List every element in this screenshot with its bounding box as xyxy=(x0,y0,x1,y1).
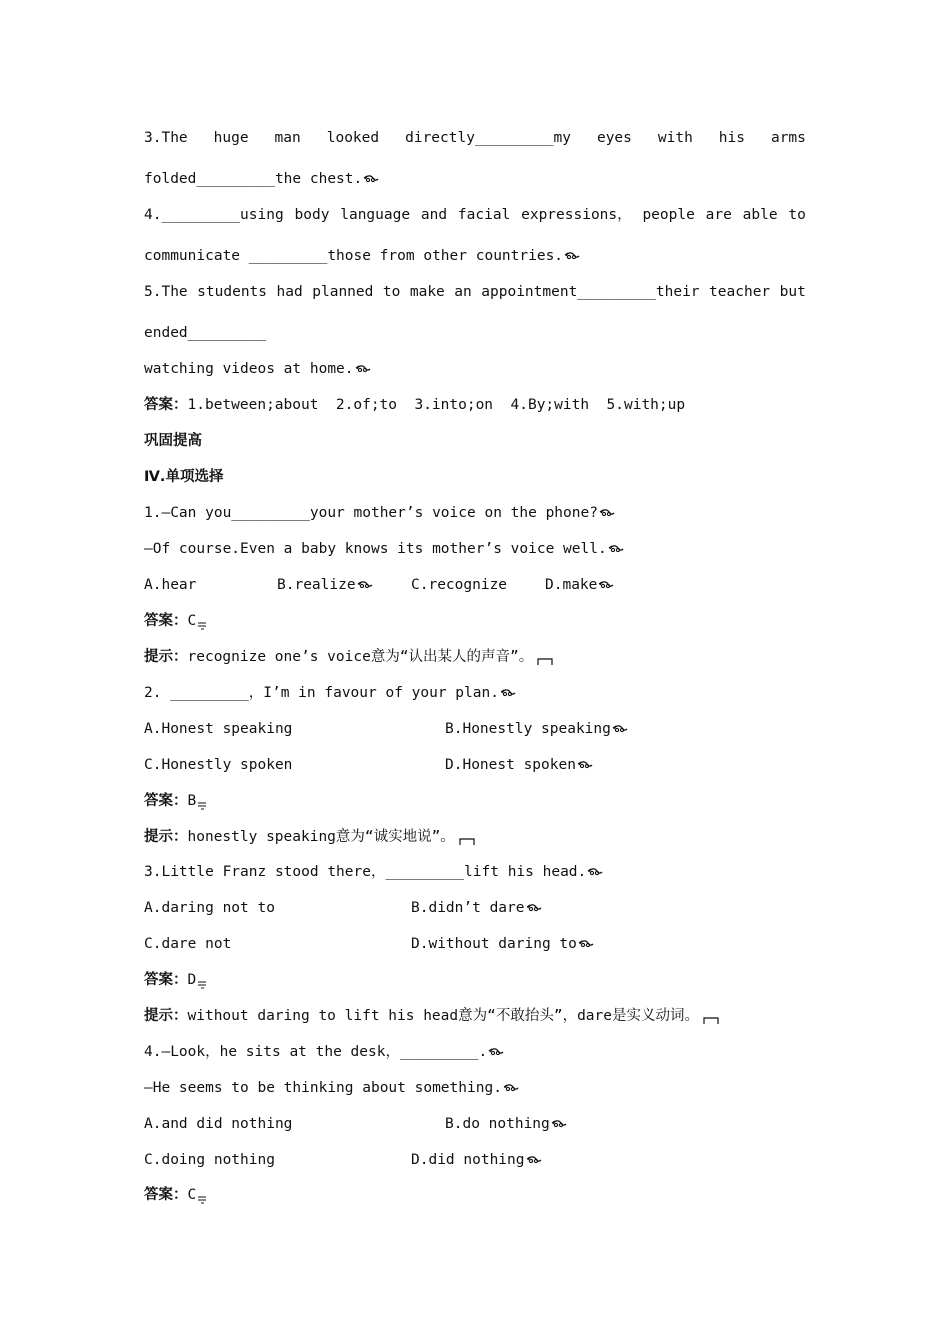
option-d xyxy=(545,575,614,595)
answer-label: 答案： xyxy=(144,613,188,629)
return-mark-icon xyxy=(500,688,516,698)
word: looked xyxy=(326,130,380,146)
option-a: A.hear xyxy=(144,577,197,593)
fill-q5-line3 xyxy=(144,359,806,379)
word: teacher xyxy=(709,284,771,300)
option-d xyxy=(445,755,593,775)
mc-q4-answer xyxy=(144,1185,806,1205)
return-mark-icon xyxy=(598,580,614,590)
option-b xyxy=(277,575,373,595)
fill-q4-line2 xyxy=(144,246,806,266)
option-text: D.without daring to xyxy=(411,936,577,952)
word: to xyxy=(788,207,806,223)
word: huge xyxy=(213,130,249,146)
word: students xyxy=(197,284,268,300)
word: his xyxy=(718,130,745,146)
return-mark-icon xyxy=(355,364,371,374)
paragraph-mark-icon xyxy=(703,1011,719,1021)
option-b xyxy=(445,1114,567,1134)
hint-text: recognize one’s voice意为“认出某人的声音”。 xyxy=(187,649,534,665)
text: 4.—Look，he sits at the desk，_________. xyxy=(144,1044,488,1060)
answer-text: 1.between;about 2.of;to 3.into;on 4.By;with 5.with;up xyxy=(187,397,686,413)
text: 1.—Can you_________your mother’s voice on the phone? xyxy=(144,505,598,521)
hint-text: without daring to lift his head意为“不敢抬头”，dare是实义动词。 xyxy=(187,1008,699,1024)
option-c: C.dare not xyxy=(144,936,232,952)
mc-q4-stem xyxy=(144,1042,806,1062)
word: to xyxy=(382,284,401,300)
word: directly_________my xyxy=(405,130,571,146)
text: communicate _________those from other countries. xyxy=(144,248,564,264)
mc-q1-answer xyxy=(144,611,806,631)
fill-answer-line xyxy=(144,395,806,415)
word: 5.The xyxy=(144,284,188,300)
option-c: C.doing nothing xyxy=(144,1152,275,1168)
return-mark-icon xyxy=(526,1155,542,1165)
section-title: 巩固提高 xyxy=(144,433,202,449)
paragraph-mark-icon xyxy=(537,652,553,662)
word: an xyxy=(454,284,472,300)
word: make xyxy=(409,284,445,300)
return-mark-icon xyxy=(608,544,624,554)
text: watching videos at home. xyxy=(144,361,354,377)
option-text: D.did nothing xyxy=(411,1152,525,1168)
hint-label: 提示： xyxy=(144,649,188,665)
mc-q1-reply xyxy=(144,539,806,559)
text: 3.Little Franz stood there，_________lift his head. xyxy=(144,864,587,880)
answer-label: 答案： xyxy=(144,1187,188,1203)
part-title: Ⅳ.单项选择 xyxy=(144,469,224,485)
return-mark-icon xyxy=(503,1083,519,1093)
word: had xyxy=(276,284,303,300)
return-mark-icon xyxy=(578,939,594,949)
option-a: A.and did nothing xyxy=(144,1116,293,1132)
answer-value: B xyxy=(187,793,197,809)
paragraph-mark-icon xyxy=(459,832,475,842)
word: people xyxy=(642,207,695,223)
return-mark-icon xyxy=(526,903,542,913)
word: are xyxy=(705,207,732,223)
mc-q2-stem xyxy=(144,683,806,703)
mc-q2-answer xyxy=(144,791,806,811)
option-c: C.Honestly spoken xyxy=(144,757,293,773)
option-b xyxy=(445,719,628,739)
word: 3.The xyxy=(144,130,188,146)
return-mark-icon xyxy=(488,1047,504,1057)
text: —Of course.Even a baby knows its mother’s voice well. xyxy=(144,541,607,557)
word: but xyxy=(779,284,806,300)
word: body xyxy=(294,207,330,223)
answer-label: 答案： xyxy=(144,793,188,809)
line-end-mark-icon xyxy=(196,975,208,985)
line-end-mark-icon xyxy=(196,616,208,626)
return-mark-icon xyxy=(587,867,603,877)
option-a: A.Honest speaking xyxy=(144,721,293,737)
return-mark-icon xyxy=(577,760,593,770)
hint-text: honestly speaking意为“诚实地说”。 xyxy=(187,829,455,845)
option-text: D.make xyxy=(545,577,598,593)
fill-q5-line2 xyxy=(144,323,806,343)
word: planned xyxy=(312,284,374,300)
return-mark-icon xyxy=(599,508,615,518)
mc-q3-hint xyxy=(144,1006,806,1026)
option-text: B.didn’t dare xyxy=(411,900,525,916)
fill-q3-line2 xyxy=(144,169,806,189)
return-mark-icon xyxy=(564,251,580,261)
mc-q3-stem xyxy=(144,862,806,882)
word: man xyxy=(274,130,301,146)
return-mark-icon xyxy=(363,174,379,184)
word: expressions， xyxy=(521,207,632,223)
word: appointment_________their xyxy=(481,284,700,300)
hint-label: 提示： xyxy=(144,1008,188,1024)
text: —He seems to be thinking about something. xyxy=(144,1080,502,1096)
option-text: D.Honest spoken xyxy=(445,757,576,773)
text: folded_________the chest. xyxy=(144,171,363,187)
fill-q5-line1 xyxy=(144,282,806,302)
line-end-mark-icon xyxy=(196,796,208,806)
option-b xyxy=(411,898,542,918)
word: with xyxy=(657,130,693,146)
word: language xyxy=(340,207,411,223)
fill-q4-line1 xyxy=(144,205,806,225)
mc-q2-hint xyxy=(144,827,806,847)
answer-value: D xyxy=(187,972,197,988)
word: able xyxy=(742,207,778,223)
answer-label: 答案： xyxy=(144,972,188,988)
word: facial xyxy=(457,207,511,223)
answer-label: 答案： xyxy=(144,397,188,413)
text: ended_________ xyxy=(144,325,267,341)
word: 4._________using xyxy=(144,207,284,223)
mc-q4-reply xyxy=(144,1078,806,1098)
option-d xyxy=(411,1150,542,1170)
mc-q1-hint xyxy=(144,647,806,667)
fill-q3-line1 xyxy=(144,128,806,148)
mc-q1-stem xyxy=(144,503,806,523)
option-text: B.Honestly speaking xyxy=(445,721,611,737)
return-mark-icon xyxy=(551,1119,567,1129)
word: arms xyxy=(770,130,806,146)
option-a: A.daring not to xyxy=(144,900,275,916)
option-text: B.realize xyxy=(277,577,356,593)
word: and xyxy=(420,207,448,223)
option-text: B.do nothing xyxy=(445,1116,550,1132)
word: eyes xyxy=(596,130,632,146)
return-mark-icon xyxy=(357,580,373,590)
answer-value: C xyxy=(187,1187,197,1203)
mc-q3-answer xyxy=(144,970,806,990)
text: 2. _________，I’m in favour of your plan. xyxy=(144,685,499,701)
line-end-mark-icon xyxy=(196,1190,208,1200)
option-d xyxy=(411,934,594,954)
option-c: C.recognize xyxy=(411,577,508,593)
answer-value: C xyxy=(187,613,197,629)
return-mark-icon xyxy=(612,724,628,734)
hint-label: 提示： xyxy=(144,829,188,845)
